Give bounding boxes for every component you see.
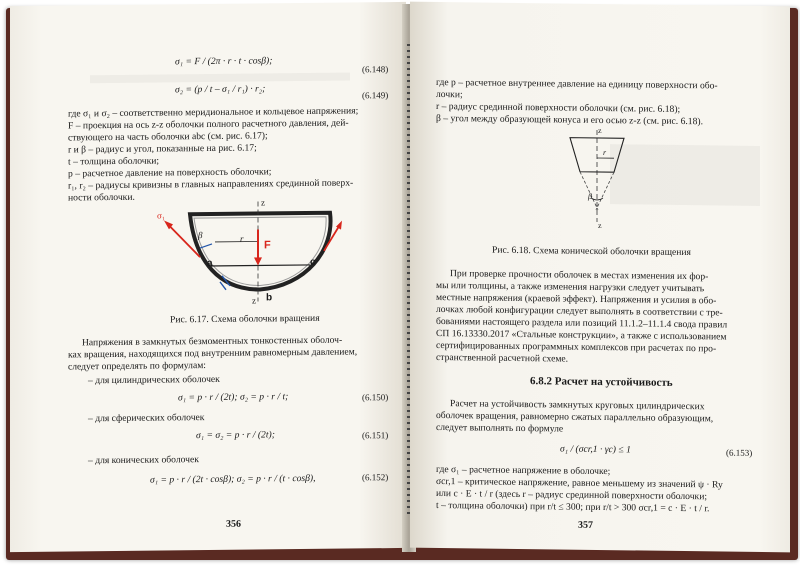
text-line: лочки; bbox=[436, 88, 463, 101]
r-label: r bbox=[603, 148, 607, 158]
equation-number: (6.153) bbox=[726, 447, 753, 458]
text-line: Расчет на устойчивость замкнутых круговых цилиндрических bbox=[450, 398, 705, 413]
text-line: странственной расчетной схеме. bbox=[436, 351, 569, 365]
point-c-label: c bbox=[310, 256, 316, 268]
text-line: r₁, r₂ – радиусы кривизны в главных направлениях срединной поверх- bbox=[68, 177, 354, 192]
text-line: бованиями настоящего раздела или позиций 11.1.2–11.1.4 свода правил bbox=[436, 315, 728, 331]
text-line: t – толщина оболочки) при r/t ≤ 300; при r/t > 300 σcr,1 = c · E · t / r. bbox=[436, 499, 710, 515]
beta-label: β bbox=[588, 191, 592, 201]
force-label: F bbox=[264, 239, 271, 252]
cone-diagram-6-18 bbox=[552, 129, 642, 225]
conical-label: – для конических оболочек bbox=[88, 454, 199, 467]
text-line: СП 16.13330.2017 «Стальные конструкции», а также с использованием bbox=[436, 327, 727, 343]
beta-label: β bbox=[198, 230, 203, 241]
axis-z-top-label: z bbox=[261, 197, 265, 208]
text-line: где p – расчетное внутреннее давление на единицу поверхности обо- bbox=[436, 76, 718, 92]
axis-z-bottom-label: z bbox=[252, 295, 256, 306]
equation-number: (6.150) bbox=[362, 392, 389, 403]
text-line: местные напряжения (краевой эффект). Напряжения и усилия в обо- bbox=[436, 291, 717, 307]
cylindrical-label: – для цилиндрических оболочек bbox=[88, 373, 220, 387]
page-number-left: 356 bbox=[226, 518, 241, 530]
text-line: следует выполнять по формуле bbox=[436, 421, 564, 435]
figure-caption-6-18: Рис. 6.18. Схема конической оболочки вращения bbox=[492, 244, 691, 259]
text-line: p – расчетное давление на поверхность оболочки; bbox=[68, 166, 272, 180]
point-a-label: a bbox=[207, 257, 213, 270]
text-line: лочках любой конфигурации следует выполнять в соответствии с тре- bbox=[436, 303, 723, 319]
equation-6-148: σ₁ = F / (2π · r · t · cosβ); bbox=[175, 55, 273, 68]
text-line: F – проекция на ось z-z оболочки полного расчетного давления, дей- bbox=[68, 117, 349, 132]
text-line: r – радиус срединной поверхности оболочки (см. рис. 6.18); bbox=[436, 100, 681, 115]
text-line: σcr,1 – критическое напряжение, равное меньшему из значений ψ · Ry bbox=[436, 475, 723, 491]
text-line: оболочек вращения, равномерно сжатых параллельно образующим, bbox=[436, 409, 714, 425]
text-line: При проверке прочности оболочек в местах изменения их фор- bbox=[450, 268, 709, 283]
text-line: ках вращения, находящихся под внутренним равномерным давлением, bbox=[68, 346, 358, 361]
text-line: мы или толщины, а также изменения нагрузки следует учитывать bbox=[436, 279, 705, 295]
spherical-label: – для сферических оболочек bbox=[88, 412, 205, 425]
equation-number: (6.148) bbox=[362, 64, 389, 75]
text-line: t – толщина оболочки; bbox=[68, 155, 160, 168]
text-line: или c · E · t / r (здесь r – радиус срединной поверхности оболочки; bbox=[436, 487, 707, 503]
sigma-label: σ₁ bbox=[157, 210, 165, 221]
text-line: где σ₁ и σ₂ – соответственно меридиональное и кольцевое напряжения; bbox=[68, 105, 359, 120]
text-line: следует определять по формулам: bbox=[68, 360, 206, 373]
equation-6-149: σ₂ = (p / t – σ₁ / r₁) · r₂; bbox=[175, 83, 266, 96]
text-line: ности оболочки. bbox=[68, 191, 135, 204]
page-number-right: 357 bbox=[578, 519, 593, 531]
right-page bbox=[410, 2, 790, 553]
equation-6-152: σ₁ = p · r / (2t · cosβ); σ₂ = p · r / (t · cosβ), bbox=[150, 472, 316, 486]
section-heading: 6.8.2 Расчет на устойчивость bbox=[530, 375, 673, 389]
text-line: сертифицированных программных комплексов при расчетах по про- bbox=[436, 339, 717, 355]
point-b-label: b bbox=[266, 292, 273, 304]
text-line: Напряжения в замкнутых безмоментных тонкостенных оболоч- bbox=[82, 334, 343, 349]
text-line: ствующего на часть оболочки abc (см. рис. 6.17); bbox=[68, 130, 268, 144]
book-spread bbox=[10, 4, 792, 552]
equation-number: (6.152) bbox=[362, 472, 389, 483]
figure-caption-6-17: Рис. 6.17. Схема оболочки вращения bbox=[170, 312, 320, 326]
axis-z-top-label: z bbox=[598, 125, 602, 136]
text-line: где σ₁ – расчетное напряжение в оболочке; bbox=[436, 463, 611, 478]
equation-6-150: σ₁ = p · r / (2t); σ₂ = p · r / t; bbox=[178, 391, 289, 404]
equation-number: (6.149) bbox=[362, 90, 389, 101]
equation-6-153: σ₁ / (σcr,1 · γc) ≤ 1 bbox=[560, 443, 631, 456]
r-label: r bbox=[240, 233, 244, 244]
equation-6-151: σ₁ = σ₂ = p · r / (2t); bbox=[196, 429, 275, 442]
text-line: β – угол между образующей конуса и его осью z-z (см. рис. 6.18). bbox=[436, 112, 703, 128]
text-line: r и β – радиус и угол, показанные на рис. 6.17; bbox=[68, 142, 257, 156]
left-page bbox=[10, 2, 406, 552]
axis-z-bottom-label: z bbox=[598, 220, 602, 231]
equation-number: (6.151) bbox=[362, 430, 389, 441]
